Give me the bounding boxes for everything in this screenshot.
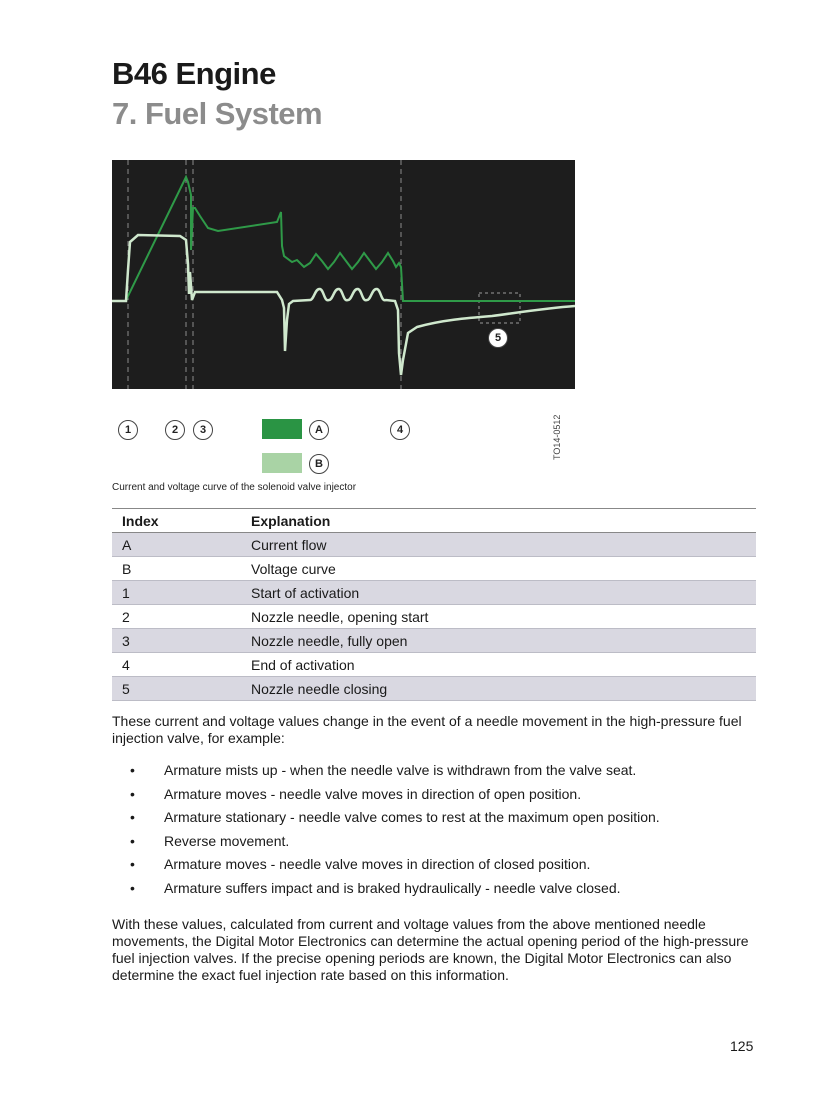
row-explanation: Current flow: [241, 533, 756, 557]
section-title: 7. Fuel System: [112, 96, 323, 131]
row-explanation: Nozzle needle, fully open: [241, 629, 756, 653]
conclusion-paragraph: With these values, calculated from current and voltage values from the above mentioned needle movements, the Digital Motor Electronics can determine the actual opening period of the high-pressure fuel injection valves. If the precise opening periods are known, the Digital Motor Electronics can also determine the exact fuel injection rate based on this information.: [112, 916, 749, 983]
table-row: [112, 581, 756, 605]
row-index: 3: [112, 629, 241, 653]
page-number: 125: [730, 1038, 754, 1054]
table-row: [112, 605, 756, 629]
list-item: • Armature mists up - when the needle valve is withdrawn from the valve seat.: [112, 762, 762, 786]
voltage-legend-swatch: [262, 453, 302, 473]
row-explanation: Start of activation: [241, 581, 756, 605]
row-index: 2: [112, 605, 241, 629]
callout-5: 5: [488, 328, 508, 348]
index-table: [112, 508, 756, 701]
table-row: [112, 557, 756, 581]
row-index: 5: [112, 677, 241, 701]
figure-caption: Current and voltage curve of the solenoid valve injector: [112, 482, 357, 493]
row-explanation: Nozzle needle, opening start: [241, 605, 756, 629]
table-row: [112, 629, 756, 653]
index-header: Index: [112, 509, 241, 533]
explanation-header: Explanation: [241, 509, 756, 533]
needle-closing-zoom-box: [479, 293, 520, 323]
list-item: • Armature suffers impact and is braked hydraulically - needle valve closed.: [112, 880, 762, 904]
movement-list: [112, 762, 762, 904]
row-explanation: Voltage curve: [241, 557, 756, 581]
list-item: • Armature moves - needle valve moves in direction of open position.: [112, 786, 762, 810]
table-row: [112, 533, 756, 557]
document-title: B46 Engine: [112, 56, 276, 91]
table-row: [112, 677, 756, 701]
row-index: A: [112, 533, 241, 557]
list-item: • Armature moves - needle valve moves in direction of closed position.: [112, 856, 762, 880]
injector-oscilloscope-figure: [112, 160, 575, 389]
callout-3: 3: [193, 420, 213, 440]
row-explanation: Nozzle needle closing: [241, 677, 756, 701]
callout-4: 4: [390, 420, 410, 440]
current-voltage-graph: [112, 160, 575, 389]
list-item: • Armature stationary - needle valve comes to rest at the maximum open position.: [112, 809, 762, 833]
figure-id: TO14-0512: [552, 414, 562, 460]
row-explanation: End of activation: [241, 653, 756, 677]
row-index: B: [112, 557, 241, 581]
table-row: [112, 653, 756, 677]
callout-b: B: [309, 454, 329, 474]
current-flow-curve: [112, 177, 575, 301]
current-legend-swatch: [262, 419, 302, 439]
intro-paragraph: These current and voltage values change in the event of a needle movement in the high-pressure fuel injection valve, for example:: [112, 713, 742, 746]
table-header-row: [112, 509, 756, 533]
callout-1: 1: [118, 420, 138, 440]
list-item: • Reverse movement.: [112, 833, 762, 857]
row-index: 4: [112, 653, 241, 677]
row-index: 1: [112, 581, 241, 605]
callout-2: 2: [165, 420, 185, 440]
callout-a: A: [309, 420, 329, 440]
